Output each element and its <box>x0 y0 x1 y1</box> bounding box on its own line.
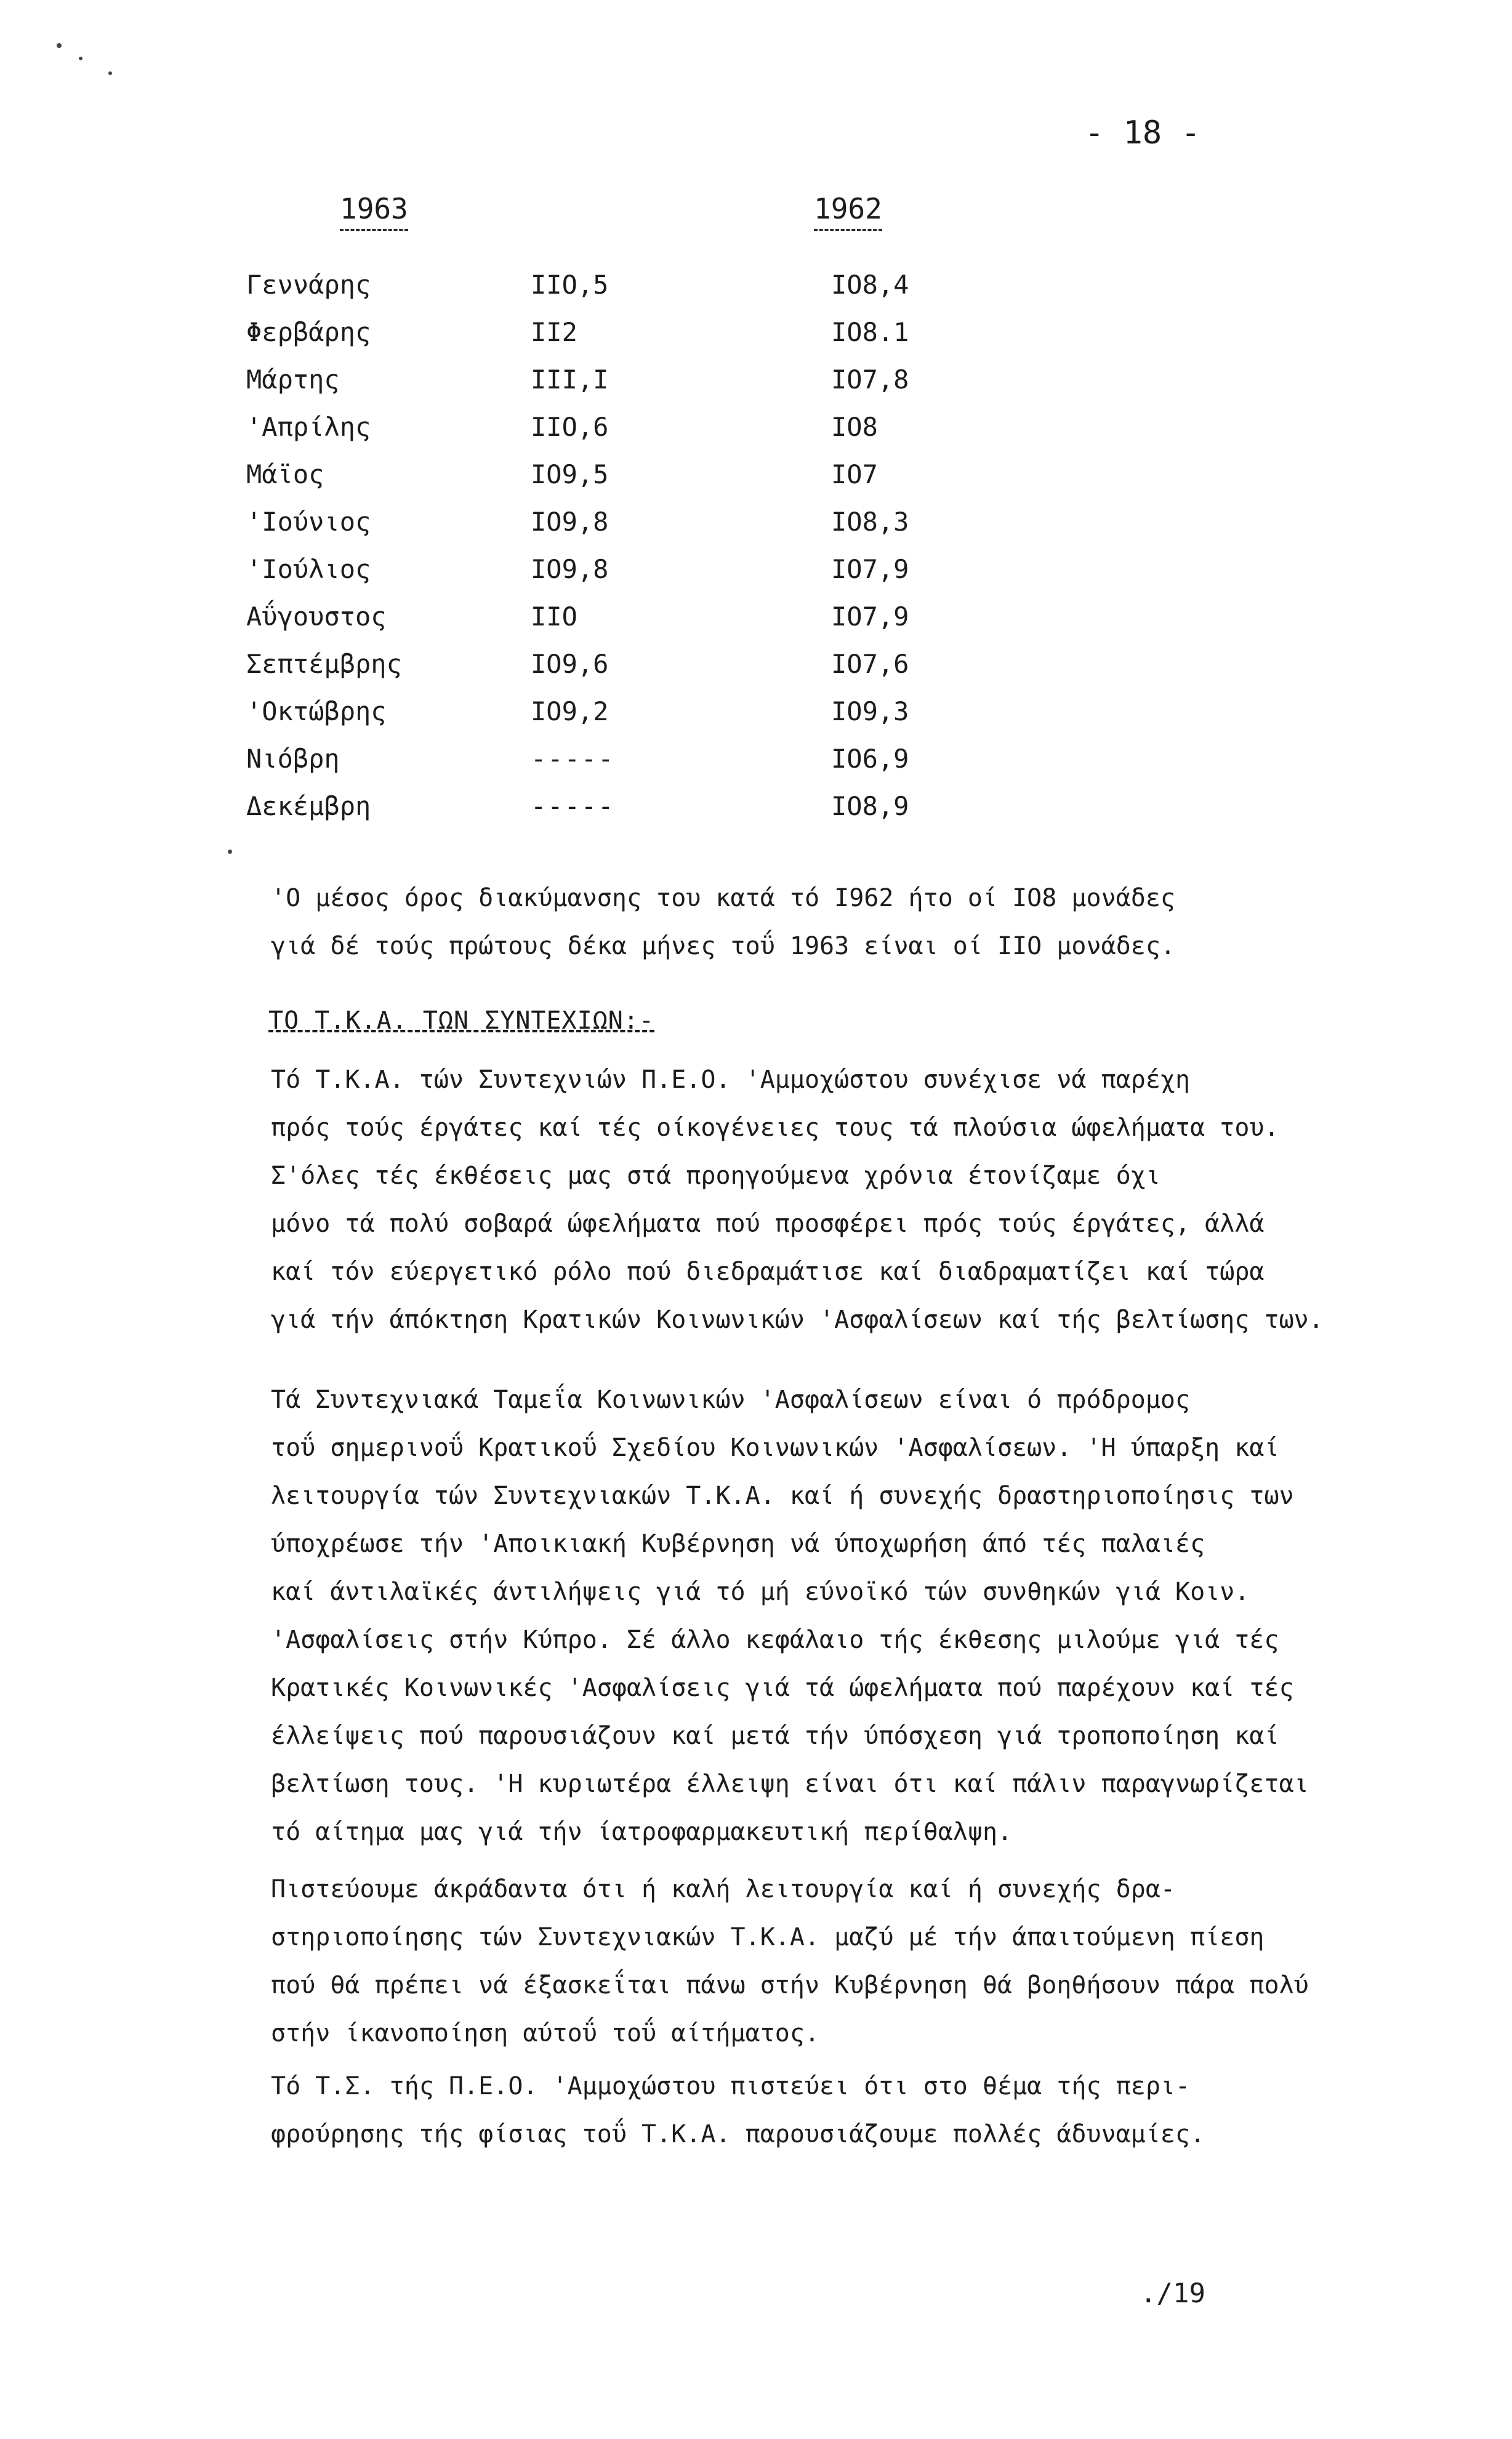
scan-speck <box>57 43 62 48</box>
value-1962: ΙΟ6,9 <box>831 744 909 774</box>
text-line: Τά Συντεχνιακά Ταμεΐα Κοινωνικών 'Ασφαλίσεων είναι ό πρόδρομος <box>271 1386 1191 1414</box>
table-row <box>0 364 1108 401</box>
text-line: στηριοποίησης τών Συντεχνιακών Τ.Κ.Α. μαζύ μέ τήν άπαιτούμενη πίεση <box>271 1923 1265 1951</box>
table-row <box>0 649 1108 686</box>
month-label: 'Απρίλης <box>246 412 371 442</box>
month-label: 'Ιούνιος <box>246 507 371 537</box>
text-line: φρούρησης τής φίσιας τοΰ Τ.Κ.Α. παρουσιάζουμε πολλές άδυναμίες. <box>271 2120 1205 2148</box>
paragraph-3 <box>271 1865 1441 2057</box>
text-line: στήν ίκανοποίηση αύτοΰ τοΰ αίτήματος. <box>271 2019 820 2047</box>
table-row <box>0 317 1108 354</box>
table-row <box>0 791 1108 828</box>
table-row <box>0 696 1108 733</box>
month-label: Φερβάρης <box>246 317 371 347</box>
month-label: Σεπτέμβρης <box>246 649 402 679</box>
table-row <box>0 412 1108 449</box>
text-line: τό αίτημα μας γιά τήν ίατροφαρμακευτική περίθαλψη. <box>271 1818 1013 1846</box>
text-line: καί τόν εύεργετικό ρόλο πού διεδραμάτισε καί διαδραματίζει καί τώρα <box>271 1258 1265 1286</box>
month-label: Γεννάρης <box>246 270 371 300</box>
value-1963: ΙΟ9,5 <box>531 459 609 489</box>
paragraph-4 <box>271 2062 1441 2158</box>
text-line: ύποχρέωσε τήν 'Αποικιακή Κυβέρνηση νά ύποχωρήση άπό τές παλαιές <box>271 1530 1205 1558</box>
month-label: Νιόβρη <box>246 744 340 774</box>
text-line: Τό Τ.Κ.Α. τών Συντεχνιών Π.Ε.Ο. 'Αμμοχώστου συνέχισε νά παρέχη <box>271 1066 1191 1094</box>
text-line: Σ'όλες τές έκθέσεις μας στά προηγούμενα χρόνια έτονίζαμε όχι <box>271 1162 1160 1190</box>
scan-speck <box>228 850 232 854</box>
continuation-marker: ./19 <box>1140 2278 1205 2309</box>
page-number: - 18 - <box>1085 115 1200 151</box>
table-row <box>0 270 1108 307</box>
year-header-1962: 1962 <box>814 192 882 231</box>
text-line: 'Ασφαλίσεις στήν Κύπρο. Σέ άλλο κεφάλαιο τής έκθεσης μιλούμε γιά τές <box>271 1626 1279 1654</box>
value-1962: ΙΟ8 <box>831 412 878 442</box>
value-1963: ΙΙΟ <box>531 601 577 632</box>
table-row <box>0 507 1108 544</box>
text-line: 'Ο μέσος όρος διακύμανσης του κατά τό Ι962 ήτο οί ΙΟ8 μονάδες <box>271 884 1176 912</box>
scan-speck <box>108 71 112 75</box>
value-1963: ΙΙ2 <box>531 317 577 347</box>
value-1963: ΙΙΙ,Ι <box>531 364 609 395</box>
value-1962: ΙΟ7,8 <box>831 364 909 395</box>
section-heading: ΤΟ Τ.Κ.Α. ΤΩΝ ΣΥΝΤΕΧΙΩΝ:- <box>268 1007 655 1035</box>
text-line: πρός τούς έργάτες καί τές οίκογένειες τους τά πλούσια ώφελήματα του. <box>271 1114 1279 1142</box>
value-1963: ΙΟ9,8 <box>531 507 609 537</box>
value-1963: ΙΙΟ,6 <box>531 412 609 442</box>
value-1963: ΙΟ9,6 <box>531 649 609 679</box>
table-row <box>0 744 1108 781</box>
value-1963: ----- <box>531 744 615 774</box>
text-line: καί άντιλαϊκές άντιλήψεις γιά τό μή εύνοϊκό τών συνθηκών γιά Κοιν. <box>271 1578 1250 1606</box>
value-1962: ΙΟ8,4 <box>831 270 909 300</box>
text-line: λειτουργία τών Συντεχνιακών Τ.Κ.Α. καί ή συνεχής δραστηριοποίησις των <box>271 1482 1294 1510</box>
text-line: γιά δέ τούς πρώτους δέκα μήνες τοΰ 1963 είναι οί ΙΙΟ μονάδες. <box>271 932 1176 960</box>
value-1963: ----- <box>531 791 615 821</box>
text-line: έλλείψεις πού παρουσιάζουν καί μετά τήν ύπόσχεση γιά τροποποίηση καί <box>271 1722 1279 1750</box>
month-label: Μάρτης <box>246 364 340 395</box>
text-line: Πιστεύουμε άκράδαντα ότι ή καλή λειτουργία καί ή συνεχής δρα- <box>271 1875 1176 1903</box>
value-1962: ΙΟ7 <box>831 459 878 489</box>
month-label: 'Ιούλιος <box>246 554 371 584</box>
value-1962: ΙΟ7,9 <box>831 554 909 584</box>
table-row <box>0 554 1108 591</box>
value-1963: ΙΙΟ,5 <box>531 270 609 300</box>
text-line: βελτίωση τους. 'Η κυριωτέρα έλλειψη είναι ότι καί πάλιν παραγνωρίζεται <box>271 1770 1309 1798</box>
value-1962: ΙΟ9,3 <box>831 696 909 726</box>
text-line: γιά τήν άπόκτηση Κρατικών Κοινωνικών 'Ασφαλίσεων καί τής βελτίωσης των. <box>271 1306 1324 1334</box>
value-1963: ΙΟ9,2 <box>531 696 609 726</box>
month-label: Αΰγουστος <box>246 601 387 632</box>
text-line: πού θά πρέπει νά έξασκεΐται πάνω στήν Κυβέρνηση θά βοηθήσουν πάρα πολύ <box>271 1971 1309 1999</box>
table-row <box>0 601 1108 638</box>
value-1962: ΙΟ8.1 <box>831 317 909 347</box>
value-1962: ΙΟ7,9 <box>831 601 909 632</box>
scan-speck <box>79 57 82 60</box>
value-1962: ΙΟ7,6 <box>831 649 909 679</box>
text-line: Κρατικές Κοινωνικές 'Ασφαλίσεις γιά τά ώφελήματα πού παρέχουν καί τές <box>271 1674 1294 1702</box>
month-label: 'Οκτώβρης <box>246 696 387 726</box>
text-line: τοΰ σημερινοΰ Κρατικοΰ Σχεδίου Κοινωνικών 'Ασφαλίσεων. 'Η ύπαρξη καί <box>271 1434 1279 1462</box>
year-header-1963: 1963 <box>340 192 408 231</box>
table-row <box>0 459 1108 496</box>
value-1963: ΙΟ9,8 <box>531 554 609 584</box>
month-label: Μάϊος <box>246 459 324 489</box>
value-1962: ΙΟ8,3 <box>831 507 909 537</box>
paragraph-2 <box>271 1376 1441 1856</box>
text-line: μόνο τά πολύ σοβαρά ώφελήματα πού προσφέρει πρός τούς έργάτες, άλλά <box>271 1210 1265 1238</box>
text-line: Τό Τ.Σ. τής Π.Ε.Ο. 'Αμμοχώστου πιστεύει ότι στο θέμα τής περι- <box>271 2072 1191 2100</box>
paragraph-1 <box>271 1056 1441 1344</box>
value-1962: ΙΟ8,9 <box>831 791 909 821</box>
month-label: Δεκέμβρη <box>246 791 371 821</box>
summary-paragraph <box>271 874 1441 970</box>
